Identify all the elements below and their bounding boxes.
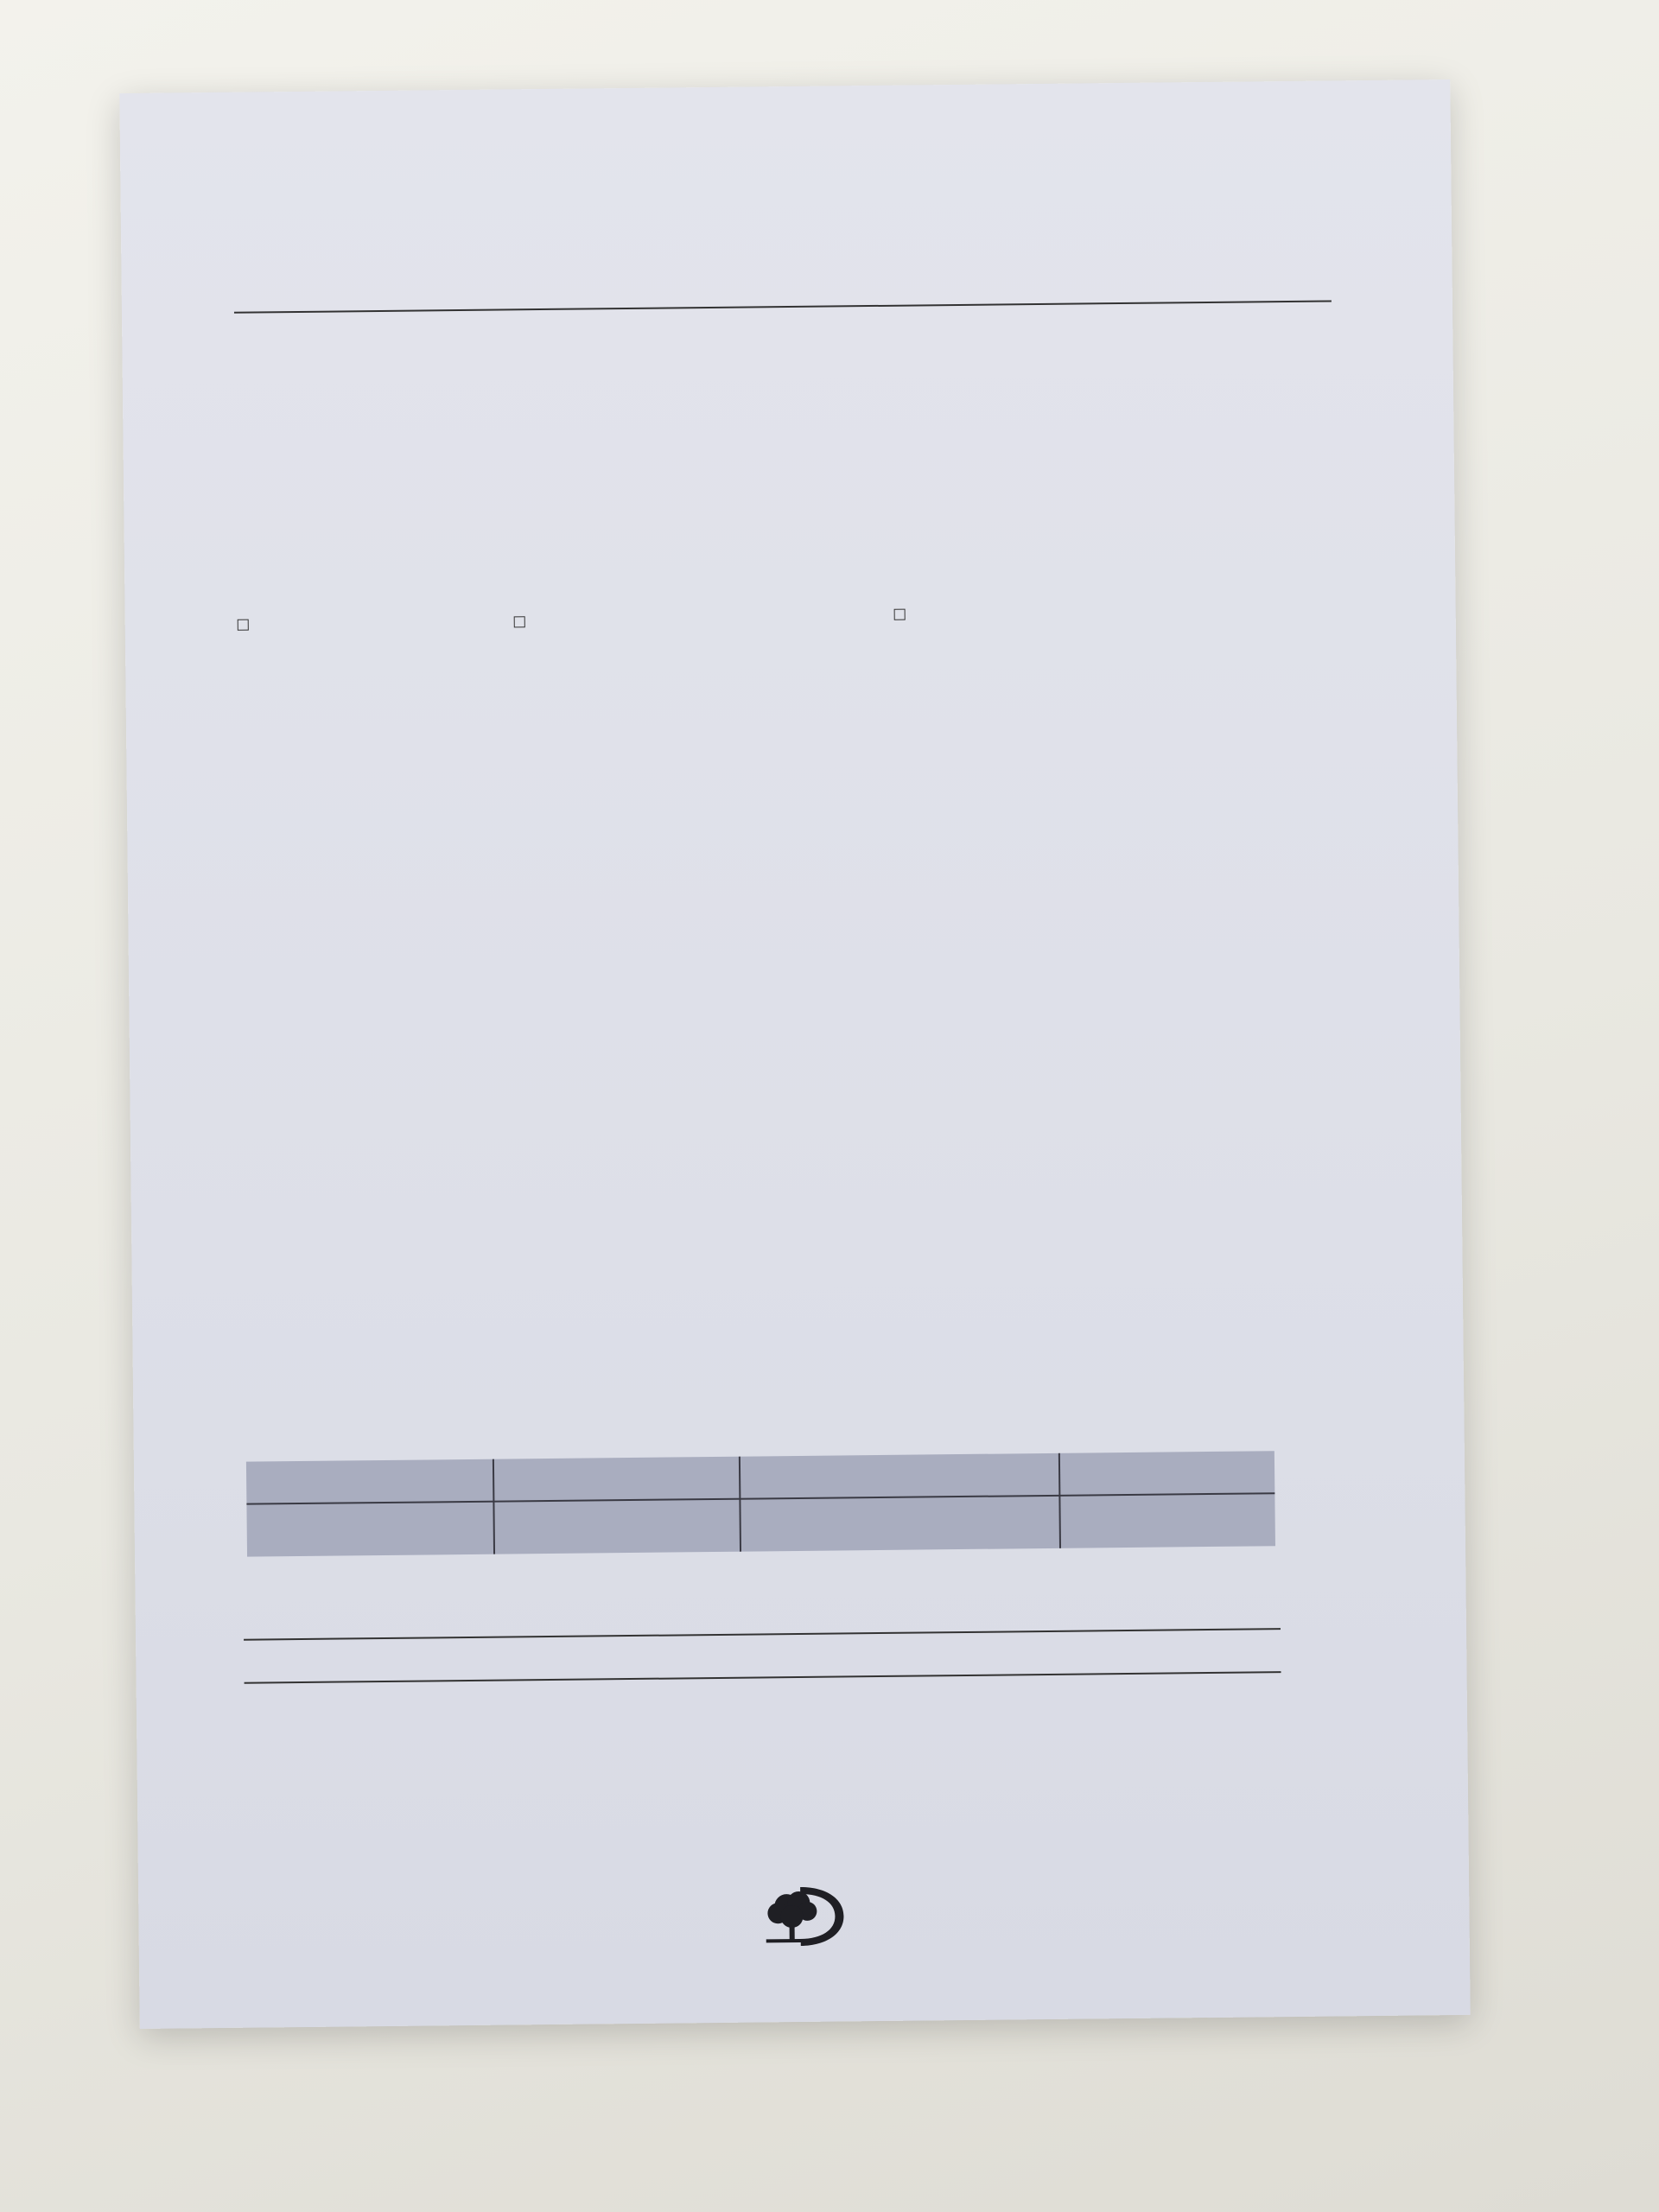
- hanger-option[interactable]: [514, 614, 534, 630]
- starch-option[interactable]: [894, 607, 914, 623]
- doubletree-tree-icon: [760, 1883, 848, 1953]
- service-charge-zh: [494, 1464, 739, 1466]
- special-instructions-line-1[interactable]: [244, 1628, 1281, 1641]
- folded-option[interactable]: [238, 617, 257, 632]
- express-charge-zh: [741, 1460, 1058, 1464]
- total-cell[interactable]: [1058, 1451, 1275, 1548]
- terms-en: [240, 1681, 1329, 1693]
- service-label: [122, 276, 1452, 290]
- tax-note-zh: [241, 1818, 1330, 1829]
- terms-zh: [240, 1681, 1329, 1693]
- laundry-charge-en: [246, 1466, 493, 1469]
- laundry-form: [119, 79, 1470, 2029]
- brand-sub: [139, 1977, 1470, 1991]
- charges-table: [246, 1451, 1275, 1556]
- terms-text: [240, 1681, 1329, 1693]
- service-charge-en: [494, 1464, 739, 1466]
- tax-note-en: [241, 1818, 1330, 1829]
- express-charge-en: [741, 1460, 1058, 1464]
- hanger-checkbox[interactable]: [514, 616, 525, 627]
- folded-checkbox[interactable]: [238, 620, 249, 631]
- special-instructions-line-2[interactable]: [245, 1671, 1281, 1684]
- laundry-charge-zh: [246, 1466, 493, 1469]
- title-chinese: [120, 162, 1451, 175]
- laundry-charge-cell[interactable]: [246, 1459, 493, 1557]
- express-charge-cell[interactable]: [739, 1453, 1059, 1552]
- total-en: [1060, 1458, 1274, 1460]
- tax-note: [241, 1818, 1330, 1829]
- header-rule: [234, 300, 1332, 313]
- title-english: [121, 226, 1452, 240]
- service-charge-cell[interactable]: [493, 1457, 740, 1554]
- starch-checkbox[interactable]: [894, 609, 906, 620]
- total-zh: [1060, 1458, 1274, 1460]
